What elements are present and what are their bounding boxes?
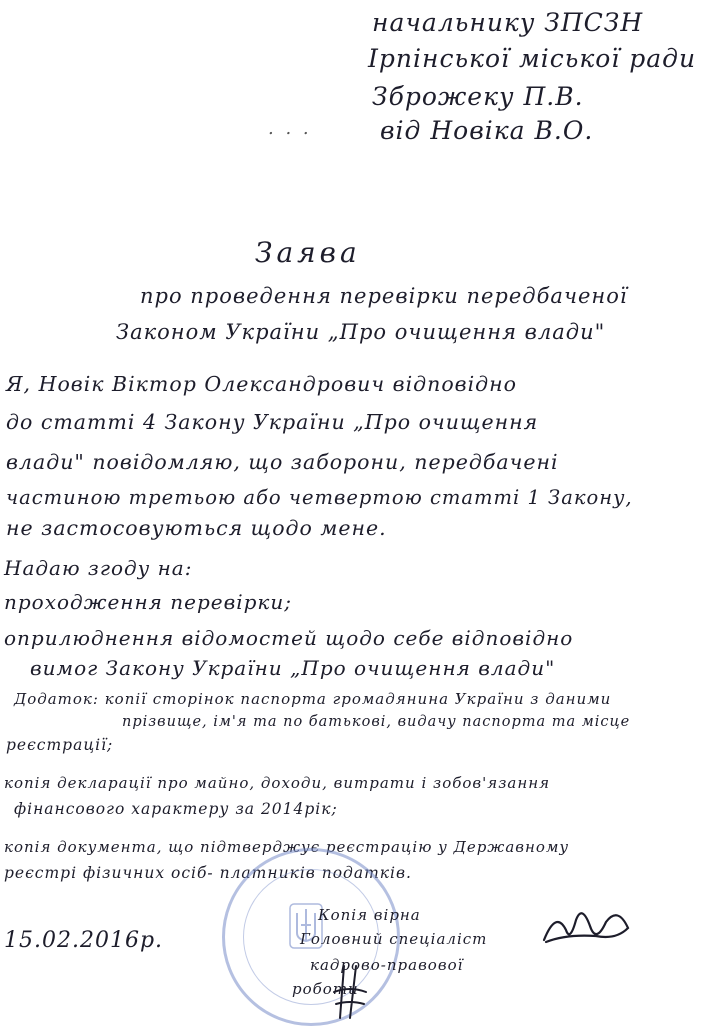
document-date: 15.02.2016р. — [4, 928, 164, 953]
certification-line-1: Копія вірна — [318, 906, 421, 924]
attachment-line-5: фінансового характеру за 2014рік; — [14, 800, 338, 818]
body-line-4: частиною третьою або четвертою статті 1 Закону, — [6, 486, 633, 509]
consent-item-1: проходження перевірки; — [4, 590, 292, 614]
attachment-line-7: реєстрі фізичних осіб- платників податків. — [4, 864, 412, 882]
certification-line-3: кадрово-правової — [310, 956, 464, 974]
attachment-line-6: копія документа, що підтверджує реєстрацію у Державному — [4, 838, 570, 856]
certification-line-4: роботи — [292, 980, 359, 998]
pen-dots: . . . — [268, 118, 312, 139]
addressee-line-1: начальнику ЗПСЗН — [372, 8, 644, 37]
body-line-3: влади" повідомляю, що заборони, передбачені — [6, 450, 559, 474]
subtitle-line-2: Законом України „Про очищення влади" — [116, 320, 606, 344]
applicant-signature — [536, 900, 636, 960]
consent-heading: Надаю згоду на: — [4, 556, 193, 580]
body-line-5: не застосовуються щодо мене. — [6, 516, 387, 540]
attachment-line-3: реєстрації; — [6, 736, 114, 754]
certifier-signature — [330, 962, 370, 1022]
addressee-line-2: Ірпінської міської ради — [368, 44, 697, 73]
consent-item-3: вимог Закону України „Про очищення влади" — [30, 656, 556, 680]
consent-item-2: оприлюднення відомостей щодо себе відповідно — [4, 626, 574, 650]
document-title: Заява — [255, 236, 361, 269]
body-line-2: до статті 4 Закону України „Про очищення — [6, 410, 539, 434]
addressee-line-3: Зброжеку П.В. — [372, 82, 584, 111]
attachment-line-4: копія декларації про майно, доходи, витрати і зобов'язання — [4, 774, 551, 792]
subtitle-line-1: про проведення перевірки передбаченої — [140, 284, 628, 308]
body-line-1: Я, Новік Віктор Олександрович відповідно — [6, 372, 517, 396]
attachment-line-1: Додаток: копії сторінок паспорта громадянина України з даними — [14, 690, 612, 708]
certification-line-2: Головний спеціаліст — [300, 930, 488, 948]
addressee-line-4: від Новіка В.О. — [380, 116, 594, 145]
attachment-line-2: прізвище, ім'я та по батькові, видачу паспорта та місце — [122, 714, 631, 730]
